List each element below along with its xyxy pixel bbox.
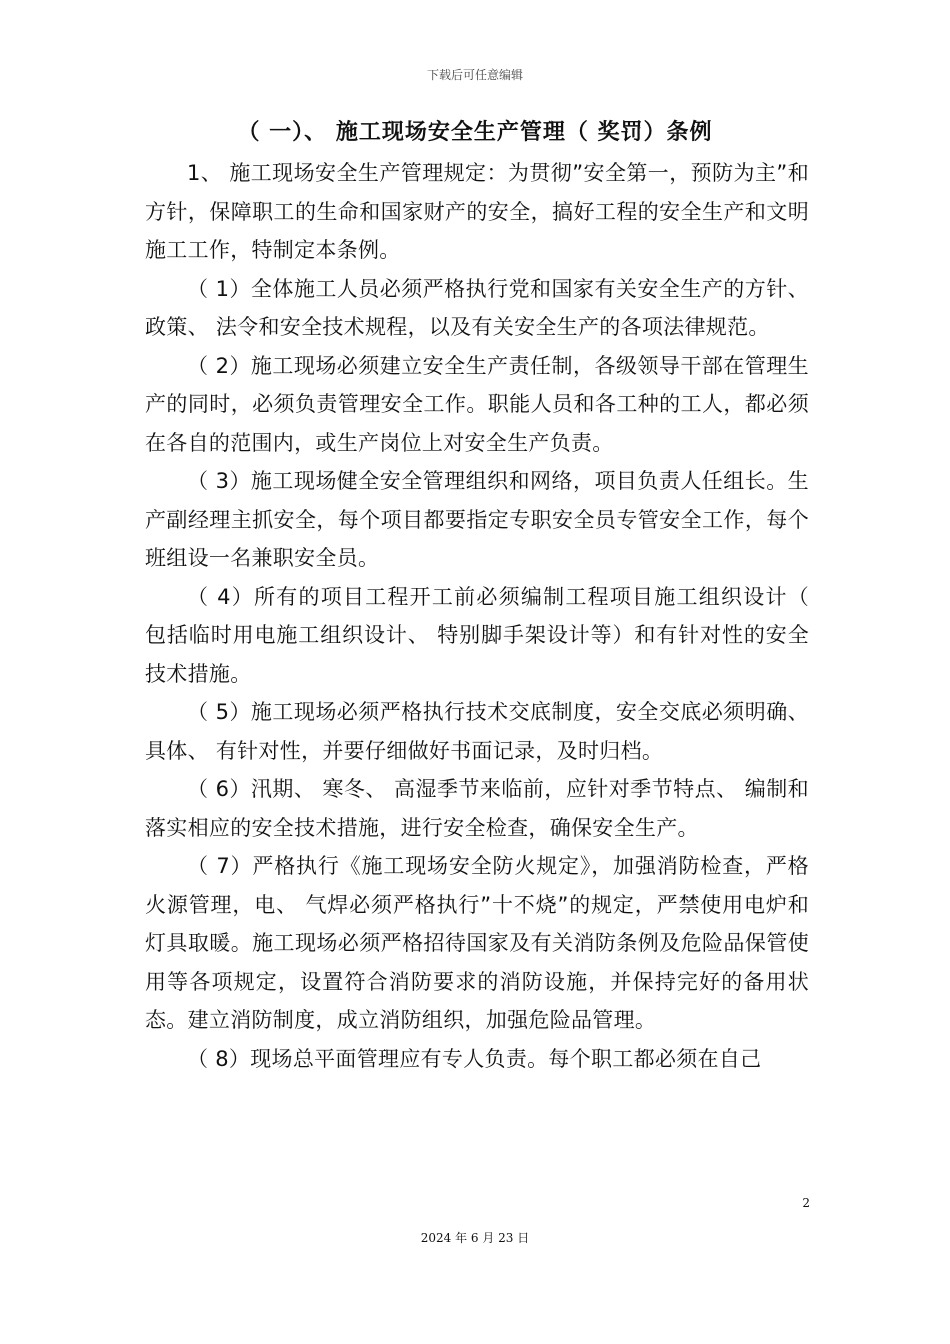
document-body — [145, 154, 809, 1078]
paragraph-3: （ 2）施工现场必须建立安全生产责任制，各级领导干部在管理生产的同时，必须负责管理安全工作。职能人员和各工种的工人，都必须在各自的范围内，或生产岗位上对安全生产负责。 — [145, 353, 809, 455]
paragraph-5: （ 4）所有的项目工程开工前必须编制工程项目施工组织设计（ 包括临时用电施工组织设计、 特别脚手架设计等）和有针对性的安全技术措施。 — [145, 584, 809, 686]
paragraph-8: （ 7）严格执行《施工现场安全防火规定》，加强消防检查，严格火源管理，电、 气焊必须严格执行”十不烧”的规定，严禁使用电炉和灯具取暖。施工现场必须严格招待国家及有关消防条例及危险品保管使用等各项规定，设置符合消防要求的消防设施，并保持完好的备用状态。建立消防制度，成立消防组织，加强危险品管理。 — [145, 854, 809, 1032]
paragraph-4: （ 3）施工现场健全安全管理组织和网络，项目负责人任组长。生产副经理主抓安全，每个项目都要指定专职安全员专管安全工作，每个班组设一名兼职安全员。 — [145, 469, 809, 570]
page-footer-date: 2024 年 6 月 23 日 — [420, 1231, 530, 1245]
document-title: （ 一）、 施工现场安全生产管理（ 奖罚）条例 — [237, 120, 713, 145]
page-number: 2 — [802, 1196, 810, 1210]
paragraph-9: （ 8）现场总平面管理应有专人负责。每个职工都必须在自己 — [187, 1046, 762, 1071]
page-header: 下载后可任意编辑 — [426, 68, 523, 82]
paragraph-6: （ 5）施工现场必须严格执行技术交底制度，安全交底必须明确、 具体、 有针对性，并要仔细做好书面记录，及时归档。 — [145, 700, 809, 763]
paragraph-1: 1、 施工现场安全生产管理规定：为贯彻”安全第一，预防为主”和方针，保障职工的生命和国家财产的安全，搞好工程的安全生产和文明施工工作，特制定本条例。 — [145, 161, 809, 262]
paragraph-2: （ 1）全体施工人员必须严格执行党和国家有关安全生产的方针、 政策、 法令和安全技术规程，以及有关安全生产的各项法律规范。 — [145, 276, 809, 339]
paragraph-7: （ 6）汛期、 寒冬、 高湿季节来临前，应针对季节特点、 编制和落实相应的安全技术措施，进行安全检查，确保安全生产。 — [145, 777, 809, 840]
